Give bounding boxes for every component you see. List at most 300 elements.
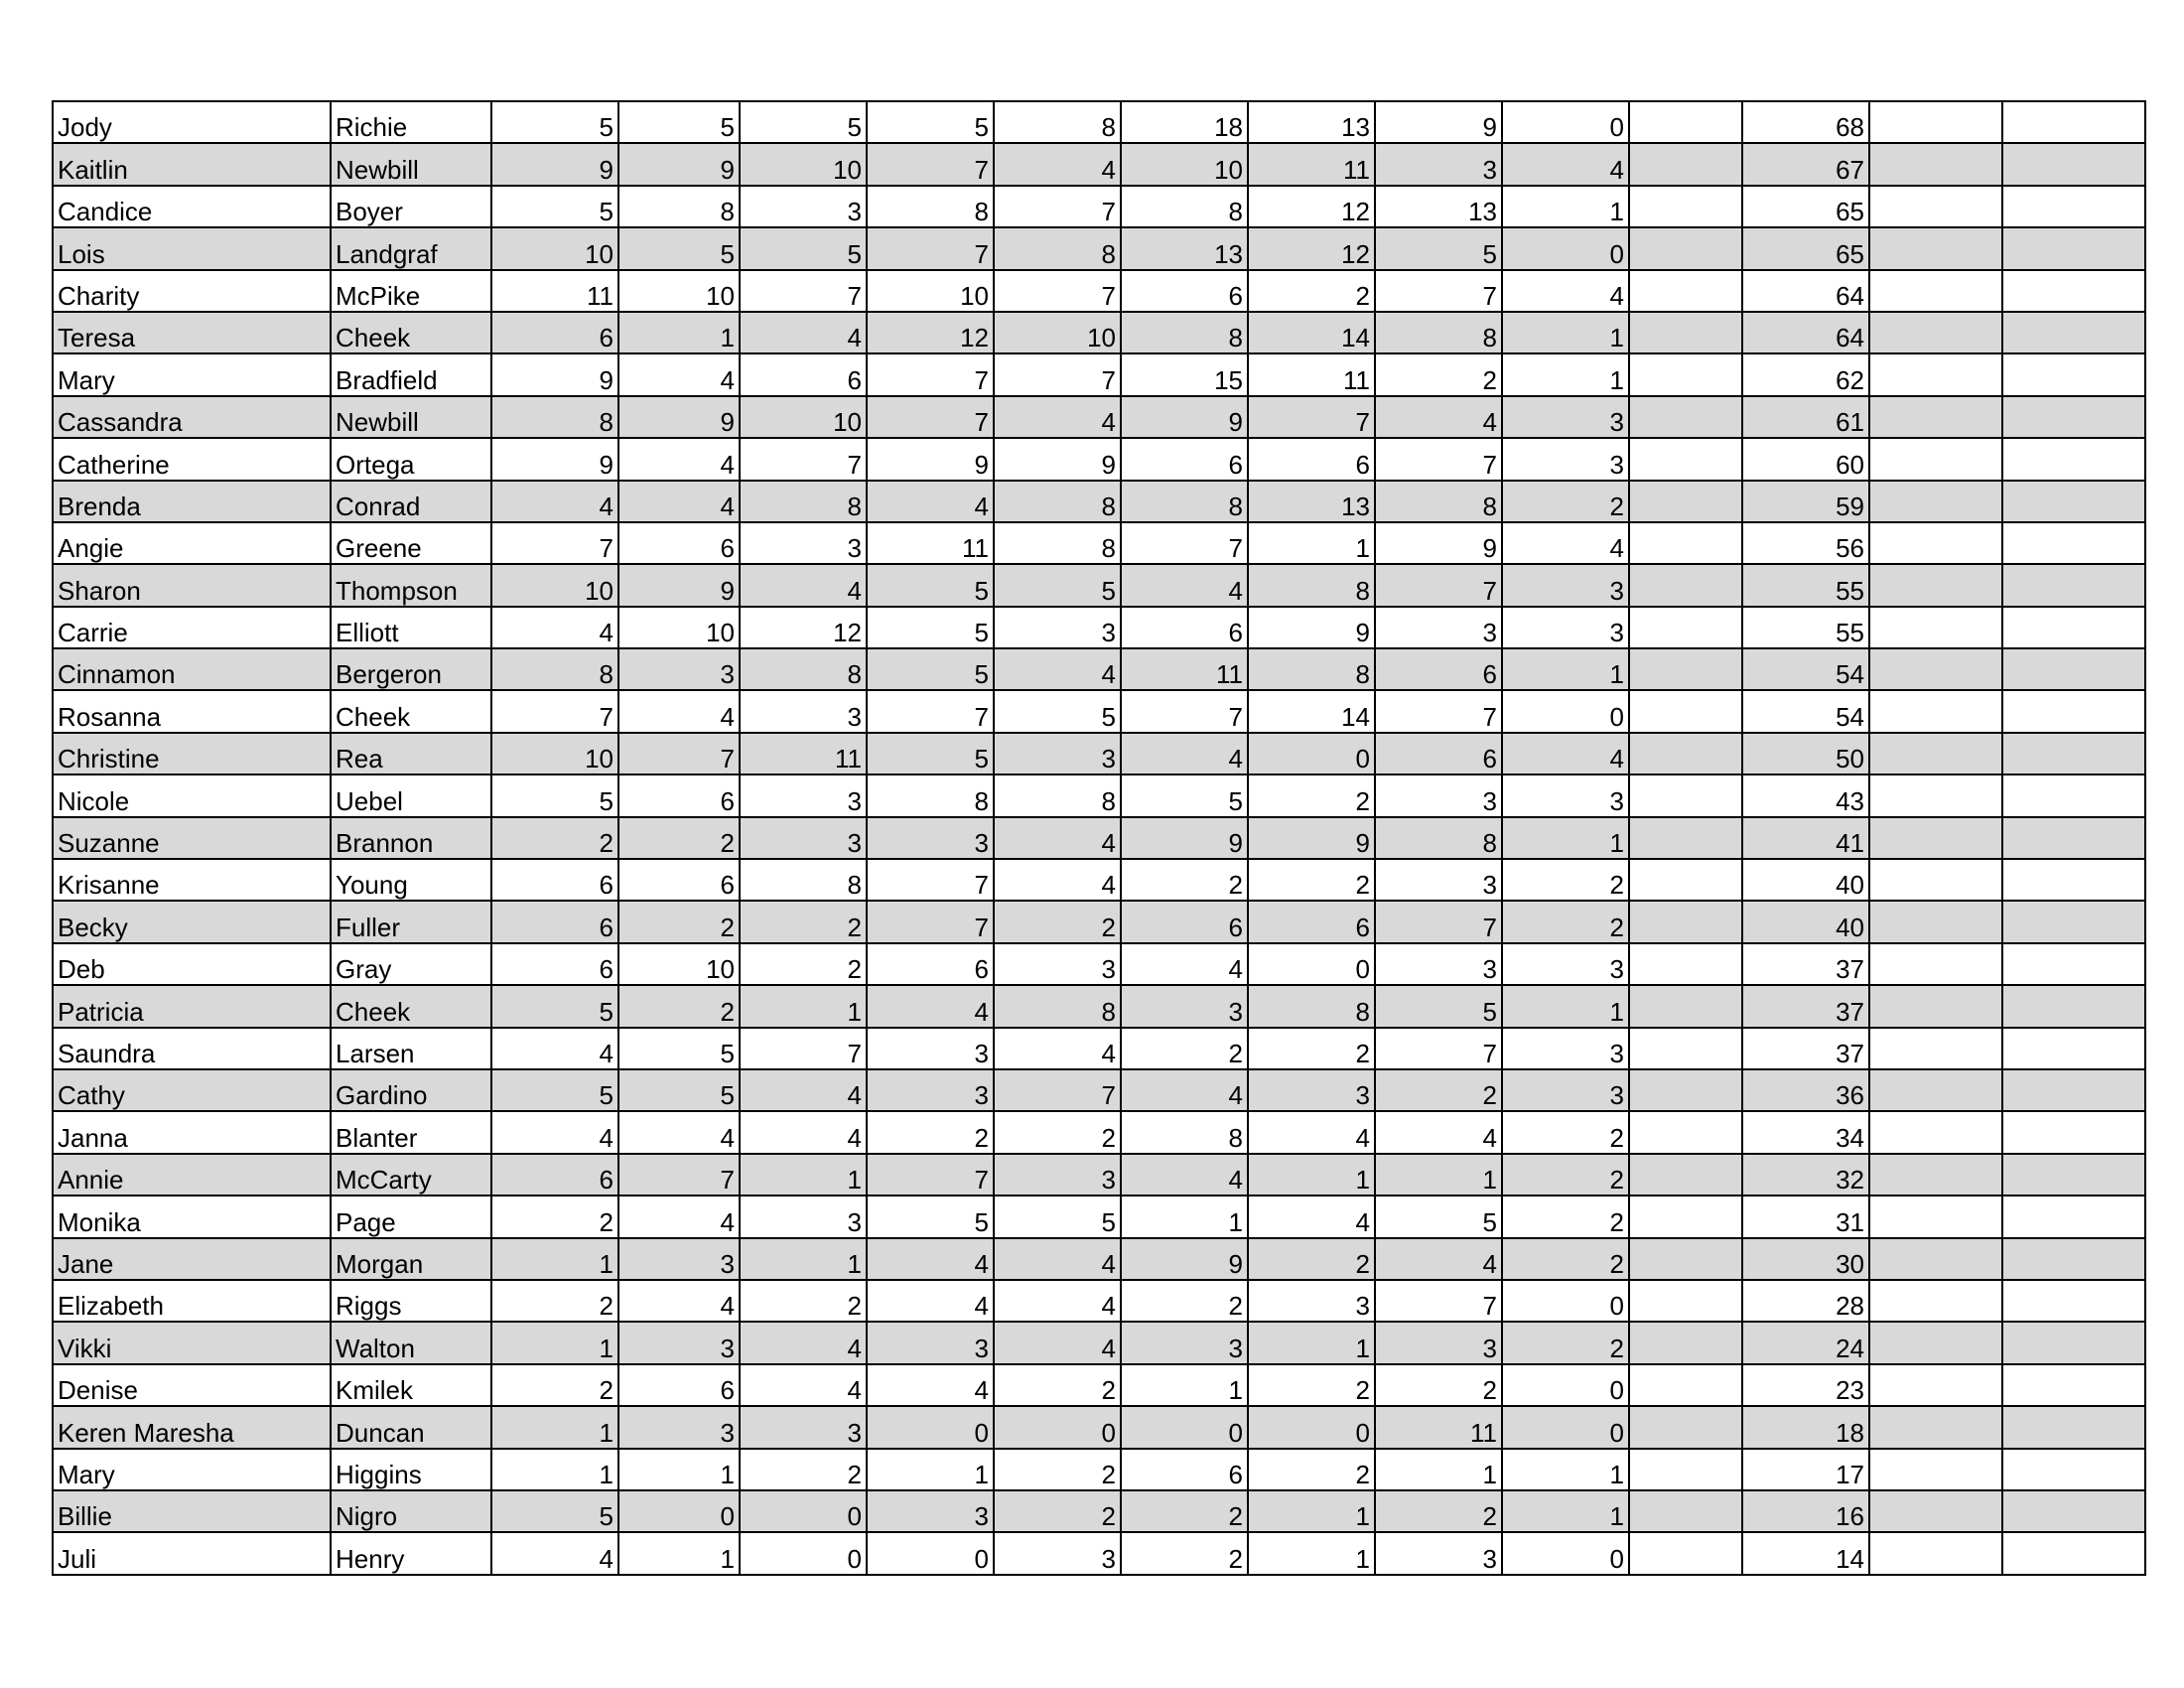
last-name-cell: Bergeron (331, 648, 491, 690)
last-name-cell: Greene (331, 522, 491, 564)
score-cell: 2 (1248, 1238, 1375, 1280)
score-cell: 10 (867, 270, 994, 312)
last-name-cell: Riggs (331, 1280, 491, 1322)
table-row (53, 143, 2145, 185)
score-cell: 9 (491, 438, 618, 480)
score-cell: 10 (1121, 143, 1248, 185)
score-cell: 13 (1121, 227, 1248, 269)
score-cell: 5 (1375, 1196, 1502, 1237)
last-name-cell: McCarty (331, 1154, 491, 1196)
empty-cell (2002, 690, 2145, 732)
score-cell: 3 (994, 1532, 1121, 1574)
score-cell: 2 (618, 985, 740, 1027)
score-cell: 3 (867, 1069, 994, 1111)
score-cell: 7 (618, 1154, 740, 1196)
score-cell: 7 (1375, 1028, 1502, 1069)
empty-cell (1869, 101, 2002, 143)
score-cell: 1 (491, 1406, 618, 1448)
score-cell: 4 (618, 1280, 740, 1322)
score-cell: 8 (1121, 481, 1248, 522)
score-cell: 4 (994, 1238, 1121, 1280)
empty-cell (2002, 607, 2145, 648)
score-cell: 10 (994, 312, 1121, 353)
score-cell: 13 (1375, 186, 1502, 227)
score-cell: 6 (491, 943, 618, 985)
last-name-cell: Higgins (331, 1449, 491, 1490)
first-name-cell: Annie (53, 1154, 331, 1196)
score-cell: 3 (618, 1406, 740, 1448)
first-name-cell: Patricia (53, 985, 331, 1027)
empty-cell (2002, 1154, 2145, 1196)
empty-cell (1629, 1532, 1742, 1574)
score-cell: 8 (1248, 985, 1375, 1027)
score-cell: 2 (1121, 859, 1248, 901)
empty-cell (2002, 1364, 2145, 1406)
table-row (53, 1449, 2145, 1490)
score-cell: 4 (1248, 1111, 1375, 1153)
score-cell: 3 (994, 1154, 1121, 1196)
score-cell: 4 (994, 859, 1121, 901)
score-cell: 5 (618, 1028, 740, 1069)
score-table (52, 100, 2146, 1576)
score-cell: 9 (867, 438, 994, 480)
score-cell: 8 (740, 648, 867, 690)
empty-cell (1629, 481, 1742, 522)
table-row (53, 1196, 2145, 1237)
score-cell: 3 (994, 733, 1121, 774)
score-cell: 5 (491, 186, 618, 227)
score-cell: 2 (1502, 859, 1629, 901)
score-cell: 7 (491, 690, 618, 732)
score-cell: 6 (1121, 1449, 1248, 1490)
score-cell: 5 (618, 1069, 740, 1111)
score-cell: 5 (491, 101, 618, 143)
score-cell: 1 (1248, 522, 1375, 564)
score-cell: 1 (867, 1449, 994, 1490)
table-row (53, 564, 2145, 606)
score-cell: 3 (867, 1490, 994, 1532)
empty-cell (1629, 774, 1742, 816)
empty-cell (1869, 312, 2002, 353)
score-cell: 0 (867, 1406, 994, 1448)
empty-cell (1629, 943, 1742, 985)
score-cell: 6 (491, 1154, 618, 1196)
score-cell: 4 (867, 1238, 994, 1280)
table-row (53, 774, 2145, 816)
last-name-cell: Gray (331, 943, 491, 985)
total-cell: 64 (1742, 312, 1869, 353)
total-cell: 37 (1742, 985, 1869, 1027)
score-cell: 2 (1502, 1154, 1629, 1196)
score-cell: 8 (1121, 312, 1248, 353)
score-cell: 0 (740, 1490, 867, 1532)
score-cell: 3 (740, 186, 867, 227)
score-cell: 3 (1502, 396, 1629, 438)
total-cell: 65 (1742, 227, 1869, 269)
score-cell: 9 (1121, 396, 1248, 438)
score-cell: 10 (491, 733, 618, 774)
score-cell: 3 (1375, 1532, 1502, 1574)
score-cell: 4 (867, 1280, 994, 1322)
score-cell: 4 (994, 817, 1121, 859)
first-name-cell: Charity (53, 270, 331, 312)
empty-cell (1629, 648, 1742, 690)
first-name-cell: Juli (53, 1532, 331, 1574)
score-cell: 12 (1248, 186, 1375, 227)
total-cell: 41 (1742, 817, 1869, 859)
empty-cell (1629, 1364, 1742, 1406)
score-cell: 13 (1248, 101, 1375, 143)
table-row (53, 690, 2145, 732)
first-name-cell: Candice (53, 186, 331, 227)
score-cell: 7 (867, 1154, 994, 1196)
empty-cell (1869, 733, 2002, 774)
score-cell: 6 (1121, 270, 1248, 312)
score-cell: 5 (491, 774, 618, 816)
table-row (53, 985, 2145, 1027)
first-name-cell: Denise (53, 1364, 331, 1406)
total-cell: 67 (1742, 143, 1869, 185)
score-cell: 2 (1248, 1028, 1375, 1069)
first-name-cell: Catherine (53, 438, 331, 480)
score-cell: 7 (1375, 690, 1502, 732)
score-cell: 6 (867, 943, 994, 985)
table-row (53, 481, 2145, 522)
empty-cell (1869, 1490, 2002, 1532)
empty-cell (2002, 1280, 2145, 1322)
total-cell: 31 (1742, 1196, 1869, 1237)
total-cell: 34 (1742, 1111, 1869, 1153)
score-cell: 7 (1121, 690, 1248, 732)
score-cell: 8 (491, 648, 618, 690)
empty-cell (1629, 522, 1742, 564)
first-name-cell: Mary (53, 353, 331, 395)
score-cell: 15 (1121, 353, 1248, 395)
score-cell: 7 (994, 1069, 1121, 1111)
score-cell: 4 (618, 353, 740, 395)
last-name-cell: Conrad (331, 481, 491, 522)
score-cell: 2 (1121, 1532, 1248, 1574)
empty-cell (2002, 985, 2145, 1027)
score-cell: 13 (1248, 481, 1375, 522)
empty-cell (2002, 1111, 2145, 1153)
score-cell: 0 (1502, 1532, 1629, 1574)
last-name-cell: Bradfield (331, 353, 491, 395)
score-cell: 3 (740, 774, 867, 816)
score-cell: 7 (867, 353, 994, 395)
score-cell: 2 (1375, 1490, 1502, 1532)
score-cell: 1 (618, 1532, 740, 1574)
last-name-cell: McPike (331, 270, 491, 312)
first-name-cell: Keren Maresha (53, 1406, 331, 1448)
score-cell: 6 (1375, 733, 1502, 774)
empty-cell (1629, 1322, 1742, 1363)
empty-cell (1629, 1028, 1742, 1069)
empty-cell (1869, 1111, 2002, 1153)
table-row (53, 943, 2145, 985)
total-cell: 55 (1742, 607, 1869, 648)
score-cell: 4 (1121, 943, 1248, 985)
score-cell: 3 (618, 1322, 740, 1363)
empty-cell (2002, 564, 2145, 606)
table-row (53, 1490, 2145, 1532)
table-row (53, 901, 2145, 942)
score-cell: 2 (1502, 481, 1629, 522)
total-cell: 43 (1742, 774, 1869, 816)
score-cell: 9 (1121, 1238, 1248, 1280)
score-cell: 10 (491, 227, 618, 269)
empty-cell (1629, 1069, 1742, 1111)
last-name-cell: Brannon (331, 817, 491, 859)
last-name-cell: Thompson (331, 564, 491, 606)
score-cell: 2 (491, 1280, 618, 1322)
score-cell: 1 (1502, 186, 1629, 227)
first-name-cell: Deb (53, 943, 331, 985)
score-cell: 0 (1502, 1280, 1629, 1322)
score-cell: 2 (1502, 1322, 1629, 1363)
score-cell: 2 (1375, 1364, 1502, 1406)
score-cell: 5 (867, 607, 994, 648)
score-cell: 1 (1502, 1490, 1629, 1532)
score-cell: 9 (618, 564, 740, 606)
score-cell: 1 (1502, 1449, 1629, 1490)
score-cell: 5 (1375, 227, 1502, 269)
empty-cell (1869, 1238, 2002, 1280)
score-cell: 11 (740, 733, 867, 774)
total-cell: 64 (1742, 270, 1869, 312)
score-cell: 3 (1248, 1280, 1375, 1322)
empty-cell (1629, 101, 1742, 143)
empty-cell (2002, 943, 2145, 985)
score-cell: 4 (1121, 733, 1248, 774)
score-cell: 2 (740, 901, 867, 942)
score-cell: 8 (1121, 1111, 1248, 1153)
last-name-cell: Fuller (331, 901, 491, 942)
score-cell: 2 (1502, 901, 1629, 942)
empty-cell (1869, 774, 2002, 816)
empty-cell (1869, 1069, 2002, 1111)
score-cell: 3 (1502, 564, 1629, 606)
table-row (53, 733, 2145, 774)
score-cell: 11 (1248, 353, 1375, 395)
score-cell: 2 (1248, 1364, 1375, 1406)
empty-cell (1869, 648, 2002, 690)
score-cell: 3 (1502, 774, 1629, 816)
first-name-cell: Cathy (53, 1069, 331, 1111)
empty-cell (2002, 733, 2145, 774)
empty-cell (1629, 1280, 1742, 1322)
score-cell: 3 (1375, 943, 1502, 985)
table-row (53, 1280, 2145, 1322)
score-cell: 4 (994, 1322, 1121, 1363)
empty-cell (1629, 1490, 1742, 1532)
empty-cell (2002, 774, 2145, 816)
score-cell: 3 (740, 1196, 867, 1237)
score-cell: 3 (1121, 985, 1248, 1027)
score-cell: 5 (994, 1196, 1121, 1237)
score-cell: 2 (1375, 1069, 1502, 1111)
empty-cell (1869, 481, 2002, 522)
table-row (53, 186, 2145, 227)
total-cell: 54 (1742, 648, 1869, 690)
empty-cell (1869, 1322, 2002, 1363)
score-cell: 3 (1502, 1069, 1629, 1111)
first-name-cell: Monika (53, 1196, 331, 1237)
score-cell: 4 (1375, 1111, 1502, 1153)
score-cell: 1 (618, 1449, 740, 1490)
empty-cell (2002, 648, 2145, 690)
score-cell: 7 (1375, 270, 1502, 312)
empty-cell (2002, 353, 2145, 395)
score-cell: 4 (740, 564, 867, 606)
score-cell: 6 (1121, 607, 1248, 648)
score-cell: 11 (1121, 648, 1248, 690)
table-row (53, 1322, 2145, 1363)
score-cell: 0 (867, 1532, 994, 1574)
score-cell: 7 (867, 227, 994, 269)
score-cell: 2 (1502, 1196, 1629, 1237)
score-cell: 5 (994, 690, 1121, 732)
score-cell: 2 (994, 1490, 1121, 1532)
empty-cell (1869, 270, 2002, 312)
table-row (53, 438, 2145, 480)
score-cell: 1 (1121, 1364, 1248, 1406)
score-cell: 0 (1121, 1406, 1248, 1448)
score-cell: 2 (740, 1280, 867, 1322)
score-cell: 3 (618, 1238, 740, 1280)
first-name-cell: Suzanne (53, 817, 331, 859)
score-cell: 14 (1248, 312, 1375, 353)
score-cell: 3 (1502, 438, 1629, 480)
last-name-cell: Gardino (331, 1069, 491, 1111)
score-cell: 3 (1375, 859, 1502, 901)
score-cell: 5 (740, 101, 867, 143)
score-cell: 12 (867, 312, 994, 353)
score-cell: 7 (994, 353, 1121, 395)
last-name-cell: Ortega (331, 438, 491, 480)
score-cell: 4 (740, 1111, 867, 1153)
empty-cell (1629, 817, 1742, 859)
empty-cell (2002, 1238, 2145, 1280)
score-cell: 1 (1502, 817, 1629, 859)
score-cell: 4 (1502, 733, 1629, 774)
total-cell: 60 (1742, 438, 1869, 480)
empty-cell (1869, 1028, 2002, 1069)
score-cell: 0 (1502, 101, 1629, 143)
last-name-cell: Richie (331, 101, 491, 143)
last-name-cell: Walton (331, 1322, 491, 1363)
empty-cell (1629, 270, 1742, 312)
last-name-cell: Young (331, 859, 491, 901)
score-cell: 1 (1375, 1154, 1502, 1196)
total-cell: 16 (1742, 1490, 1869, 1532)
empty-cell (2002, 1196, 2145, 1237)
score-cell: 3 (740, 522, 867, 564)
score-cell: 3 (1502, 1028, 1629, 1069)
score-cell: 6 (491, 859, 618, 901)
score-cell: 7 (1375, 1280, 1502, 1322)
score-cell: 2 (1375, 353, 1502, 395)
empty-cell (1869, 143, 2002, 185)
score-cell: 6 (491, 312, 618, 353)
score-cell: 8 (1375, 817, 1502, 859)
score-cell: 0 (1248, 943, 1375, 985)
total-cell: 55 (1742, 564, 1869, 606)
first-name-cell: Nicole (53, 774, 331, 816)
empty-cell (1629, 564, 1742, 606)
total-cell: 23 (1742, 1364, 1869, 1406)
empty-cell (1869, 522, 2002, 564)
score-cell: 2 (740, 1449, 867, 1490)
first-name-cell: Angie (53, 522, 331, 564)
table-row (53, 1406, 2145, 1448)
score-cell: 5 (867, 1196, 994, 1237)
score-cell: 7 (867, 859, 994, 901)
empty-cell (1629, 438, 1742, 480)
score-cell: 9 (1375, 522, 1502, 564)
table-row (53, 1532, 2145, 1574)
score-cell: 1 (491, 1322, 618, 1363)
total-cell: 30 (1742, 1238, 1869, 1280)
total-cell: 40 (1742, 859, 1869, 901)
score-cell: 6 (618, 522, 740, 564)
table-row (53, 101, 2145, 143)
score-cell: 4 (994, 396, 1121, 438)
empty-cell (1869, 353, 2002, 395)
empty-cell (1869, 985, 2002, 1027)
score-cell: 2 (491, 817, 618, 859)
table-row (53, 859, 2145, 901)
score-cell: 6 (1121, 438, 1248, 480)
score-cell: 4 (740, 1069, 867, 1111)
score-cell: 8 (867, 774, 994, 816)
score-cell: 8 (994, 227, 1121, 269)
empty-cell (1869, 1364, 2002, 1406)
score-cell: 0 (618, 1490, 740, 1532)
empty-cell (2002, 1322, 2145, 1363)
last-name-cell: Larsen (331, 1028, 491, 1069)
score-cell: 0 (1502, 690, 1629, 732)
empty-cell (2002, 227, 2145, 269)
score-cell: 5 (867, 564, 994, 606)
score-cell: 6 (618, 859, 740, 901)
score-cell: 3 (1375, 1322, 1502, 1363)
first-name-cell: Carrie (53, 607, 331, 648)
total-cell: 24 (1742, 1322, 1869, 1363)
score-cell: 4 (1502, 143, 1629, 185)
empty-cell (2002, 438, 2145, 480)
score-cell: 7 (1375, 564, 1502, 606)
score-cell: 4 (1502, 270, 1629, 312)
empty-cell (2002, 186, 2145, 227)
score-cell: 8 (1248, 564, 1375, 606)
score-cell: 8 (994, 522, 1121, 564)
score-cell: 7 (1121, 522, 1248, 564)
first-name-cell: Cinnamon (53, 648, 331, 690)
score-cell: 2 (994, 901, 1121, 942)
total-cell: 36 (1742, 1069, 1869, 1111)
score-cell: 2 (994, 1111, 1121, 1153)
table-row (53, 1364, 2145, 1406)
table-row (53, 227, 2145, 269)
empty-cell (1629, 690, 1742, 732)
score-cell: 4 (867, 985, 994, 1027)
score-cell: 9 (491, 143, 618, 185)
score-cell: 1 (740, 1154, 867, 1196)
score-cell: 6 (1375, 648, 1502, 690)
empty-cell (2002, 101, 2145, 143)
score-cell: 1 (740, 985, 867, 1027)
